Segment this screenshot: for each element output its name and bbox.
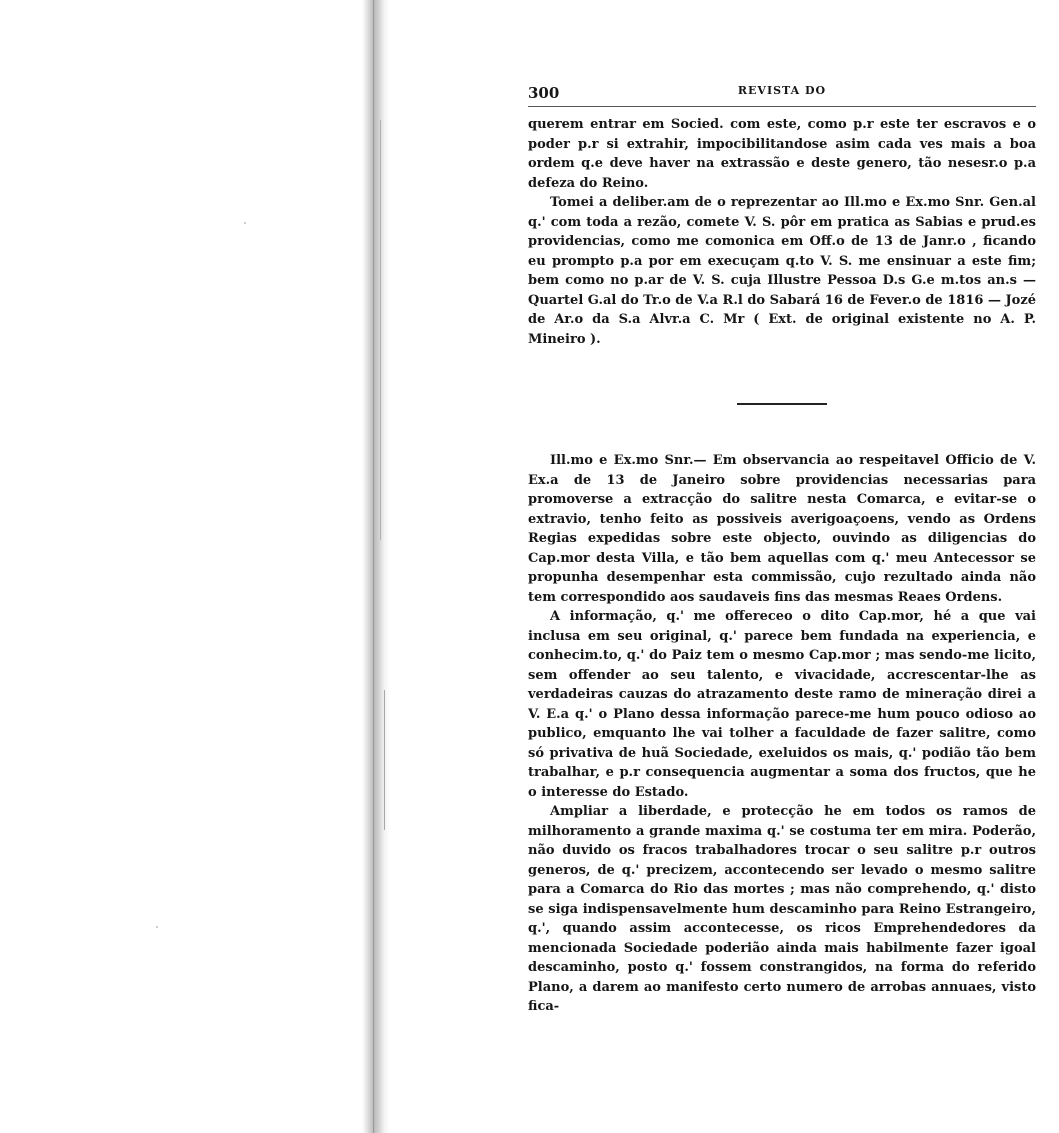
scan-speck	[244, 222, 246, 224]
document-1-paragraph: Tomei a deliber.am de o reprezentar ao Ill.mo e Ex.mo Snr. Gen.al q.' com toda a rezão, comete V. S. pôr em pratica as Sabias e prud.es providencias, como me comonica em Off.o de 13 de Janr.o , ficando eu prompto p.a por em execuçam q.to V. S. me ensinuar a este fim; bem como no p.ar de V. S. cuja Illustre Pessoa D.s G.e m.tos an.s — Quartel G.al do Tr.o de V.a R.l do Sabará 16 de Fever.o de 1816 — Jozé de Ar.o da S.a Alvr.a C. Mr ( Ext. de original existente no A. P. Mineiro ).	[528, 195, 1036, 347]
page-number: 300	[528, 84, 560, 102]
document-1	[528, 115, 1036, 349]
document-2-paragraph: A informação, q.' me offereceo o dito Cap.mor, hé a que vai inclusa em seu original, q.' parece bem fundada na experiencia, e conhecim.to, q.' do Paiz tem o mesmo Cap.mor ; mas sendo-me licito, sem offender ao seu talento, e vivacidade, accrescentar-lhe as verdadeiras cauzas do atrazamento deste ramo de mineração direi a V. E.a q.' o Plano dessa informação parece-me hum pouco odioso ao publico, emquanto lhe vai tolher a faculdade de fazer salitre, como só privativa de huã Sociedade, exeluidos os mais, q.' podião tão bem trabalhar, e p.r consequencia augmentar a soma dos fructos, que he o interesse do Estado.	[528, 609, 1036, 800]
gutter-line	[384, 690, 385, 830]
book-gutter-shadow	[362, 0, 390, 1133]
book-page	[528, 84, 1036, 1017]
scan-speck	[156, 926, 158, 928]
gutter-line	[373, 0, 374, 1133]
running-head	[528, 84, 1036, 104]
document-1-paragraph: querem entrar em Socied. com este, como p.r este ter escravos e o poder p.r si extrahir, impocibilitandose asim cada ves mais a boa ordem q.e deve haver na extrassão e deste genero, tão nesesr.o p.a defeza do Reino.	[528, 117, 1036, 191]
document-2-paragraph: Ampliar a liberdade, e protecção he em todos os ramos de milhoramento a grande maxima q.' se costuma ter em mira. Poderão, não duvido os fracos trabalhadores trocar o seu salitre p.r outros generos, de q.' precizem, accontecendo ser levado o mesmo salitre para a Comarca do Rio das mortes ; mas não comprehendo, q.' disto se siga indispensavelmente hum descaminho para Reino Estrangeiro, q.', quando assim accontecesse, os ricos Emprehendedores da mencionada Sociedade poderião ainda mais habilmente fazer igoal descaminho, posto q.' fossem constrangidos, na forma do referido Plano, a darem ao manifesto certo numero de arrobas annuaes, visto fica-	[528, 804, 1036, 1014]
journal-title: REVISTA DO	[737, 84, 827, 97]
document-2-paragraph: Ill.mo e Ex.mo Snr.— Em observancia ao respeitavel Officio de V. Ex.a de 13 de Janeiro sobre providencias necessarias para promoverse a extracção do salitre nesta Comarca, e evitar-se o extravio, tenho feito as possiveis averigoaçoens, vendo as Ordens Regias expedidas sobre este objecto, ouvindo as diligencias do Cap.mor desta Villa, e tão bem aquellas com q.' meu Antecessor se propunha desempenhar esta commissão, cujo rezultado ainda não tem correspondido aos saudaveis fins das mesmas Reaes Ordens.	[528, 453, 1036, 605]
document-2	[528, 451, 1036, 1017]
gutter-line	[380, 120, 381, 540]
header-rule	[528, 106, 1036, 107]
section-separator	[737, 403, 827, 405]
